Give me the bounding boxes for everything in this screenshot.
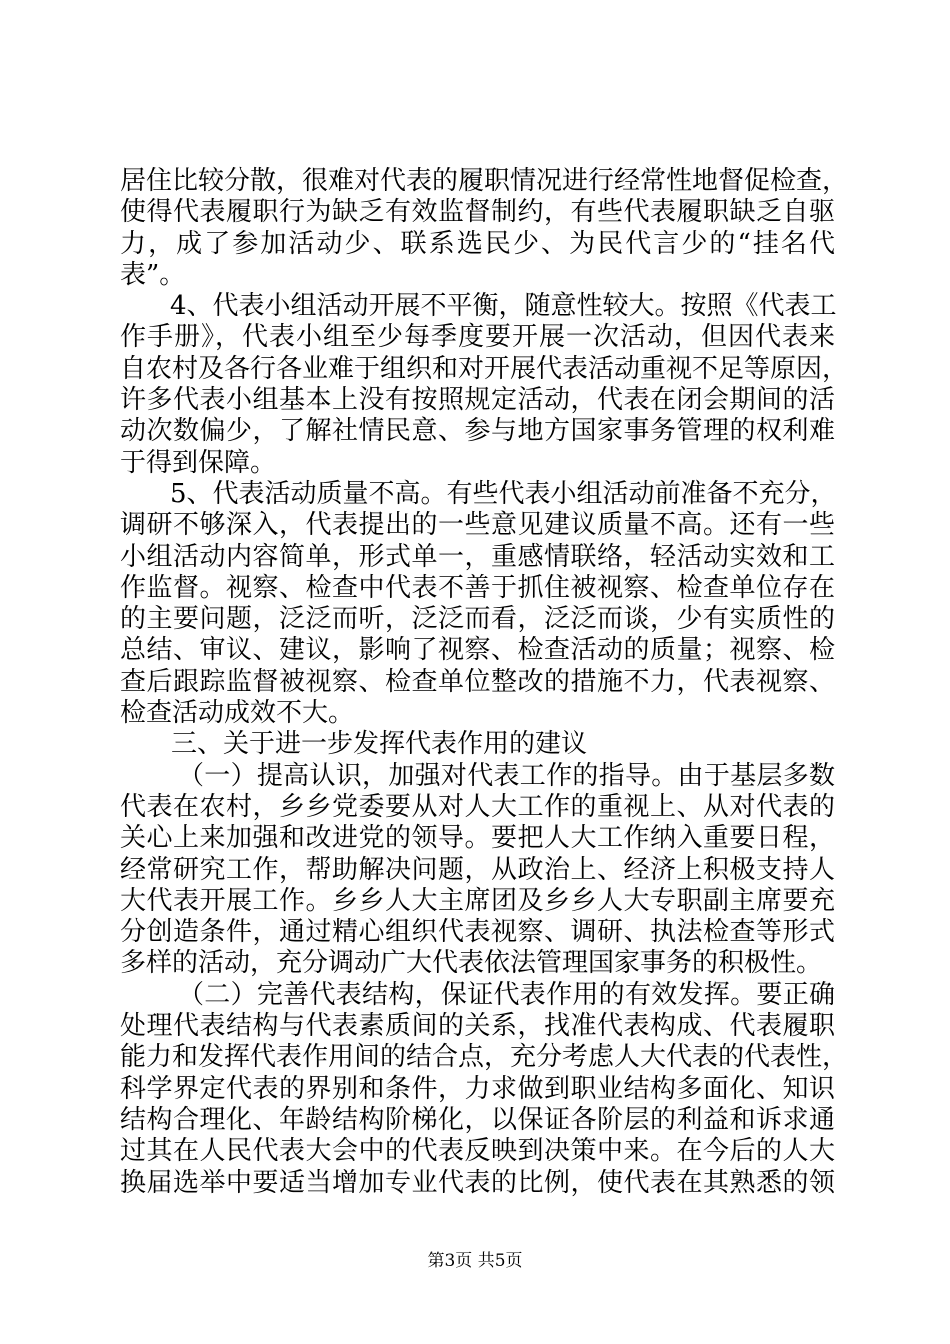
text-line: 代表在农村，乡乡党委要从对人大工作的重视上、从对代表的 (120, 791, 835, 822)
text-line: 能力和发挥代表作用间的结合点，充分考虑人大代表的代表性， (120, 1042, 849, 1073)
text-line: 换届选举中要适当增加专业代表的比例，使代表在其熟悉的领 (120, 1167, 835, 1198)
text-line: 过其在人民代表大会中的代表反映到决策中来。在今后的人大 (120, 1136, 835, 1167)
text-line: 结构合理化、年龄结构阶梯化，以保证各阶层的利益和诉求通 (120, 1104, 835, 1135)
subsection-1-heading-line: （一）提高认识，加强对代表工作的指导。由于基层多数 (178, 760, 835, 791)
paragraph-4-heading-line: 4、代表小组活动开展不平衡，随意性较大。按照《代表工 (170, 291, 837, 322)
text-line: 表”。 (120, 259, 186, 290)
text-line: 总结、审议、建议，影响了视察、检查活动的质量；视察、检 (120, 635, 835, 666)
text-line: 许多代表小组基本上没有按照规定活动，代表在闭会期间的活 (120, 385, 835, 416)
text-line: 作手册》，代表小组至少每季度要开展一次活动，但因代表来 (120, 322, 835, 353)
text-line: 查后跟踪监督被视察、检查单位整改的措施不力，代表视察、 (120, 666, 835, 697)
text-line: 于得到保障。 (120, 447, 277, 478)
text-line: 力，成了参加活动少、联系选民少、为民代言少的“挂名代 (120, 228, 835, 259)
text-line: 小组活动内容简单，形式单一，重感情联络，轻活动实效和工 (120, 541, 835, 572)
text-line: 的主要问题，泛泛而听，泛泛而看，泛泛而谈，少有实质性的 (120, 604, 835, 635)
text-line: 大代表开展工作。乡乡人大主席团及乡乡人大专职副主席要充 (120, 885, 835, 916)
text-line: 科学界定代表的界别和条件，力求做到职业结构多面化、知识 (120, 1073, 835, 1104)
text-line: 调研不够深入，代表提出的一些意见建议质量不高。还有一些 (120, 510, 835, 541)
body-text (120, 166, 849, 1199)
text-line: 处理代表结构与代表素质间的关系，找准代表构成、代表履职 (120, 1011, 835, 1042)
text-line: 分创造条件，通过精心组织代表视察、调研、执法检查等形式 (120, 917, 835, 948)
subsection-2-heading-line: （二）完善代表结构，保证代表作用的有效发挥。要正确 (178, 979, 835, 1010)
text-line: 居住比较分散，很难对代表的履职情况进行经常性地督促检查， (120, 166, 849, 196)
text-line: 自农村及各行各业难于组织和对开展代表活动重视不足等原因， (120, 353, 849, 384)
text-line: 关心上来加强和改进党的领导。要把人大工作纳入重要日程， (120, 823, 835, 854)
paragraph-5-heading-line: 5、代表活动质量不高。有些代表小组活动前准备不充分， (170, 478, 837, 509)
text-line: 经常研究工作，帮助解决问题，从政治上、经济上积极支持人 (120, 854, 835, 885)
section-3-heading: 三、关于进一步发挥代表作用的建议 (171, 729, 588, 760)
text-line: 检查活动成效不大。 (120, 698, 355, 729)
text-line: 作监督。视察、检查中代表不善于抓住被视察、检查单位存在 (120, 572, 835, 603)
text-line: 多样的活动，充分调动广大代表依法管理国家事务的积极性。 (120, 948, 823, 979)
text-line: 使得代表履职行为缺乏有效监督制约，有些代表履职缺乏自驱 (120, 197, 835, 228)
text-line: 动次数偏少，了解社情民意、参与地方国家事务管理的权利难 (120, 416, 835, 447)
page-number-footer: 第3页 共5页 (427, 1251, 523, 1271)
